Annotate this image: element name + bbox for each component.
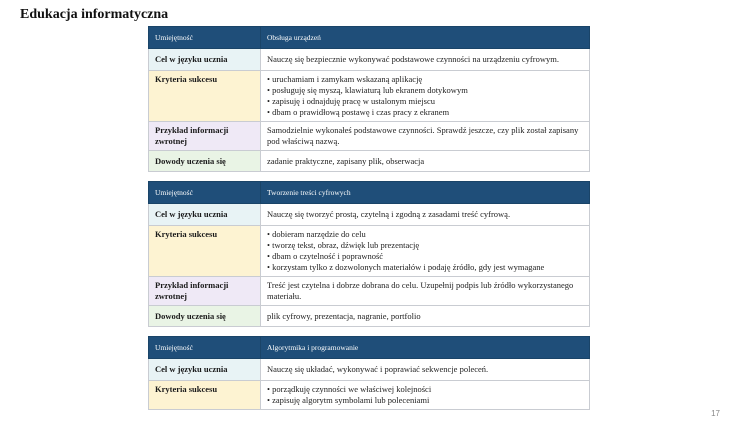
criteria-cell — [261, 381, 590, 410]
table-header-row — [149, 182, 590, 204]
table-header-row — [149, 27, 590, 49]
feedback-label: Przykład informacji zwrotnej — [149, 277, 261, 306]
criteria-cell — [261, 226, 590, 277]
evidence-label: Dowody uczenia się — [149, 151, 261, 172]
criteria-item: • uruchamiam i zamykam wskazaną aplikację — [267, 74, 583, 85]
skill-header-label: Umiejętność — [149, 182, 261, 204]
criteria-label: Kryteria sukcesu — [149, 71, 261, 122]
feedback-text: Treść jest czytelna i dobrze dobrana do celu. Uzupełnij podpis lub źródło wykorzystanego materiału. — [261, 277, 590, 306]
criteria-list — [267, 384, 583, 406]
goal-text: Nauczę się układać, wykonywać i poprawiać sekwencje poleceń. — [261, 359, 590, 381]
criteria-item: • tworzę tekst, obraz, dźwięk lub prezentację — [267, 240, 583, 251]
criteria-label: Kryteria sukcesu — [149, 381, 261, 410]
skill-name: Obsługa urządzeń — [261, 27, 590, 49]
criteria-row — [149, 71, 590, 122]
feedback-row — [149, 277, 590, 306]
evidence-text: plik cyfrowy, prezentacja, nagranie, portfolio — [261, 306, 590, 327]
criteria-label: Kryteria sukcesu — [149, 226, 261, 277]
feedback-text: Samodzielnie wykonałeś podstawowe czynności. Sprawdź jeszcze, czy plik został zapisany pod właściwą nazwą. — [261, 122, 590, 151]
criteria-row — [149, 381, 590, 410]
feedback-row — [149, 122, 590, 151]
criteria-item: • dobieram narzędzie do celu — [267, 229, 583, 240]
criteria-list — [267, 229, 583, 273]
goal-label: Cel w języku ucznia — [149, 204, 261, 226]
criteria-item: • korzystam tylko z dozwolonych materiałów i podaję źródło, gdy jest wymagane — [267, 262, 583, 273]
table-header-row — [149, 337, 590, 359]
feedback-label: Przykład informacji zwrotnej — [149, 122, 261, 151]
skill-header-label: Umiejętność — [149, 27, 261, 49]
page-number: 17 — [711, 409, 720, 418]
goal-label: Cel w języku ucznia — [149, 49, 261, 71]
skill-header-label: Umiejętność — [149, 337, 261, 359]
skill-table-2 — [148, 181, 590, 327]
criteria-item: • porządkuję czynności we właściwej kolejności — [267, 384, 583, 395]
criteria-item: • posługuję się myszą, klawiaturą lub ekranem dotykowym — [267, 85, 583, 96]
skill-name: Algorytmika i programowanie — [261, 337, 590, 359]
criteria-row — [149, 226, 590, 277]
goal-text: Nauczę się bezpiecznie wykonywać podstawowe czynności na urządzeniu cyfrowym. — [261, 49, 590, 71]
page-title: Edukacja informatyczna — [20, 7, 169, 22]
criteria-item: • zapisuję algorytm symbolami lub poleceniami — [267, 395, 583, 406]
evidence-text: zadanie praktyczne, zapisany plik, obserwacja — [261, 151, 590, 172]
skill-table-3 — [148, 336, 590, 410]
evidence-row — [149, 306, 590, 327]
skill-table-1 — [148, 26, 590, 172]
goal-label: Cel w języku ucznia — [149, 359, 261, 381]
evidence-label: Dowody uczenia się — [149, 306, 261, 327]
evidence-row — [149, 151, 590, 172]
criteria-item: • dbam o prawidłową postawę i czas pracy z ekranem — [267, 107, 583, 118]
goal-text: Nauczę się tworzyć prostą, czytelną i zgodną z zasadami treść cyfrową. — [261, 204, 590, 226]
criteria-cell — [261, 71, 590, 122]
goal-row — [149, 359, 590, 381]
goal-row — [149, 49, 590, 71]
goal-row — [149, 204, 590, 226]
criteria-item: • dbam o czytelność i poprawność — [267, 251, 583, 262]
criteria-list — [267, 74, 583, 118]
skill-name: Tworzenie treści cyfrowych — [261, 182, 590, 204]
criteria-item: • zapisuję i odnajduję pracę w ustalonym miejscu — [267, 96, 583, 107]
